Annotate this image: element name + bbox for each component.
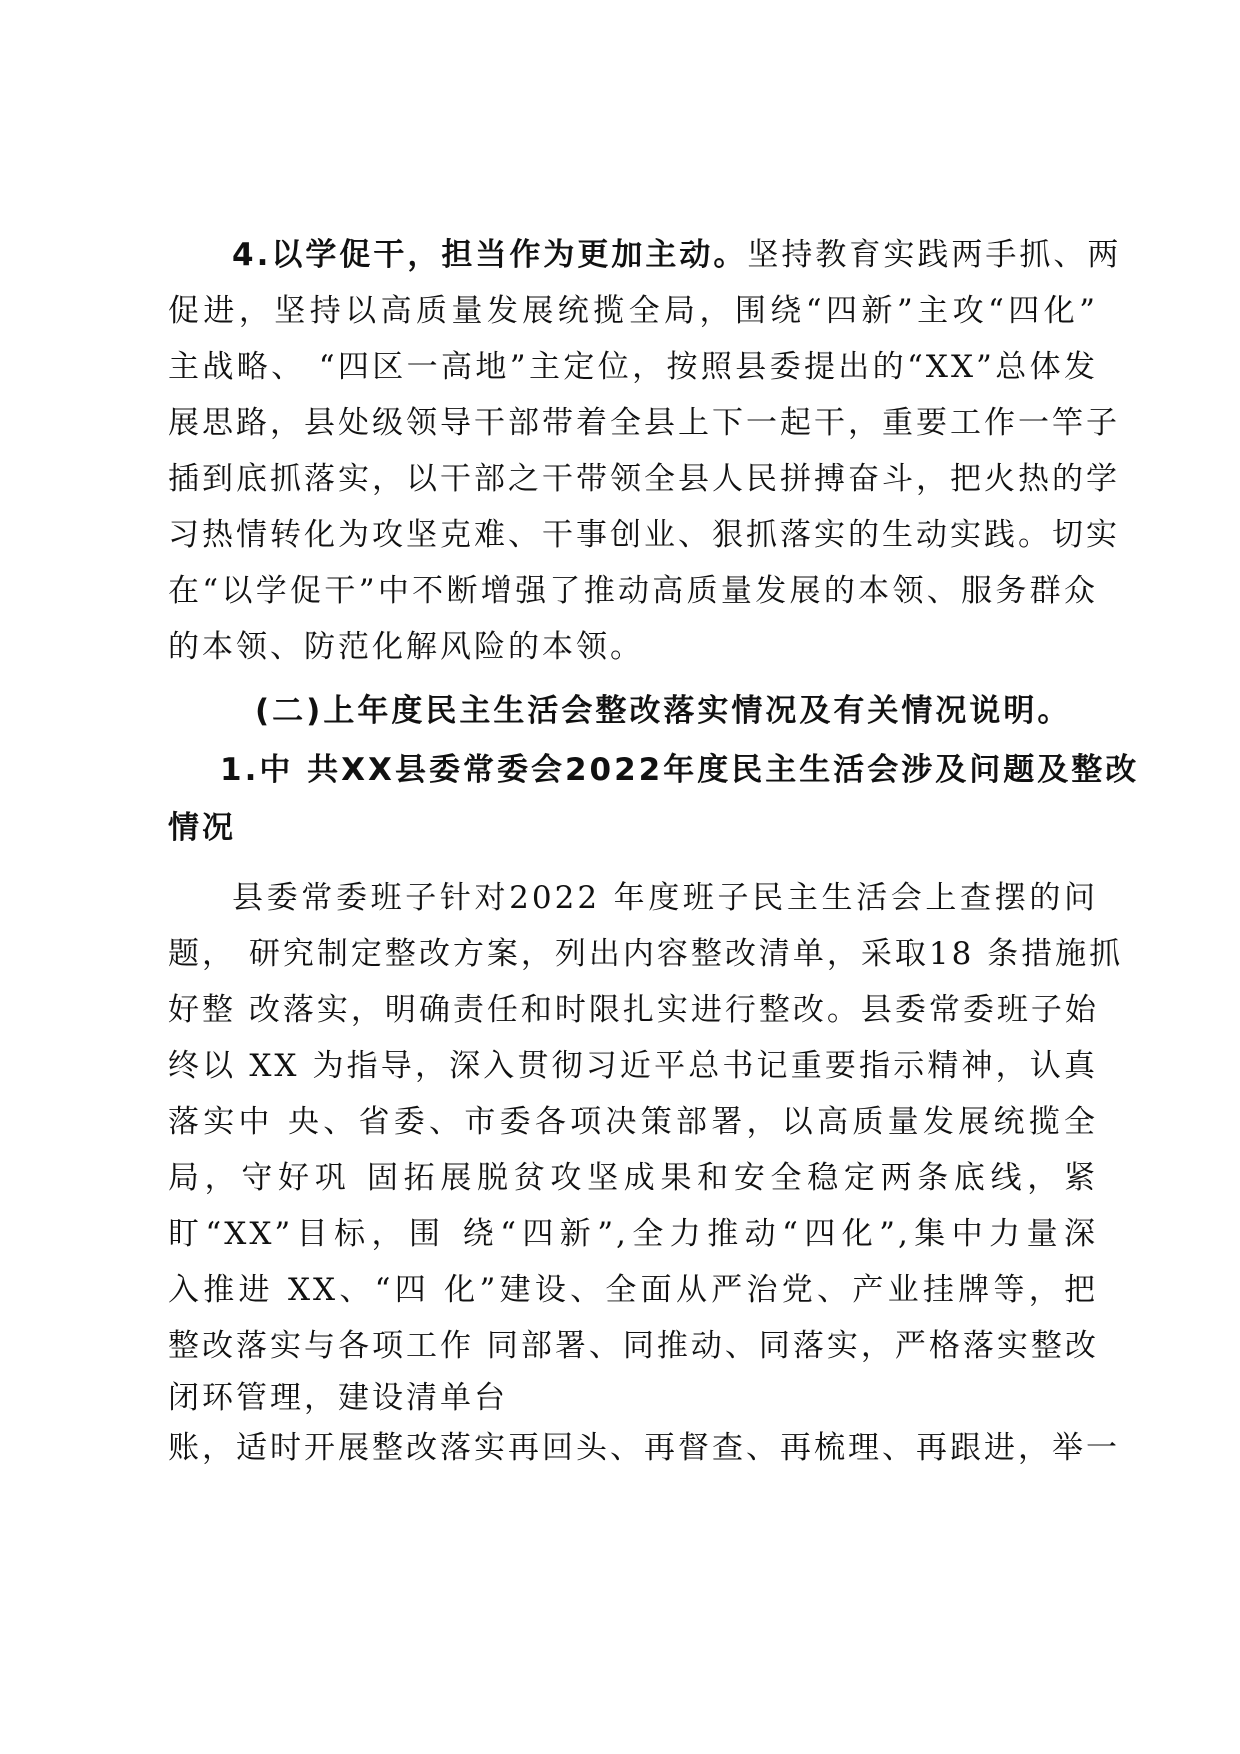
subheading-1-line-2: 情况 (168, 810, 236, 846)
paragraph-4-line-4: 展思路，县处级领导干部带着全县上下一起干，重要工作一竿子 (168, 405, 1120, 441)
paragraph-4-line-5: 插到底抓落实，以干部之干带领全县人民拼搏奋斗，把火热的学 (168, 461, 1120, 497)
body-line-9: 整改落实与各项工作 同部署、同推动、同落实，严格落实整改 (168, 1328, 1099, 1364)
paragraph-4-line-7: 在“以学促干”中不断增强了推动高质量发展的本领、服务群众 (168, 573, 1098, 609)
body-line-1: 县委常委班子针对2022 年度班子民主生活会上查摆的问 (232, 880, 1098, 916)
body-line-6: 局，守好巩 固拓展脱贫攻坚成果和安全稳定两条底线，紧 (168, 1160, 1098, 1196)
body-line-2: 题， 研究制定整改方案，列出内容整改清单，采取18 条措施抓 (168, 936, 1124, 972)
paragraph-4-line-8: 的本领、防范化解风险的本领。 (168, 629, 644, 665)
paragraph-4-heading: 4.以学促干，担当作为更加主动。 (232, 237, 748, 273)
paragraph-4-text: 坚持教育实践两手抓、两 (747, 237, 1122, 273)
subheading-1-line-1: 1.中 共XX县委常委会2022年度民主生活会涉及问题及整改 (220, 752, 1140, 788)
body-line-11: 账，适时开展整改落实再回头、再督查、再梳理、再跟进，举一 (168, 1430, 1120, 1466)
body-line-5: 落实中 央、省委、市委各项决策部署，以高质量发展统揽全 (168, 1104, 1098, 1140)
body-line-10: 闭环管理，建设清单台 (168, 1380, 508, 1416)
paragraph-4-line-1 (232, 235, 1122, 275)
body-line-7: 盯“XX”目标，围 绕“四新”,全力推动“四化”,集中力量深 (168, 1216, 1098, 1252)
section-2-heading: (二)上年度民主生活会整改落实情况及有关情况说明。 (255, 693, 1072, 729)
body-line-3: 好整 改落实，明确责任和时限扎实进行整改。县委常委班子始 (168, 992, 1099, 1028)
body-line-4: 终以 XX 为指导，深入贯彻习近平总书记重要指示精神，认真 (168, 1048, 1098, 1084)
paragraph-4-line-6: 习热情转化为攻坚克难、干事创业、狠抓落实的生动实践。切实 (168, 517, 1120, 553)
paragraph-4-line-3: 主战略、 “四区一高地”主定位，按照县委提出的“XX”总体发 (168, 349, 1098, 385)
paragraph-4-line-2: 促进，坚持以高质量发展统揽全局，围绕“四新”主攻“四化” (168, 293, 1098, 329)
body-line-8: 入推进 XX、“四 化”建设、全面从严治党、产业挂牌等，把 (168, 1272, 1098, 1308)
